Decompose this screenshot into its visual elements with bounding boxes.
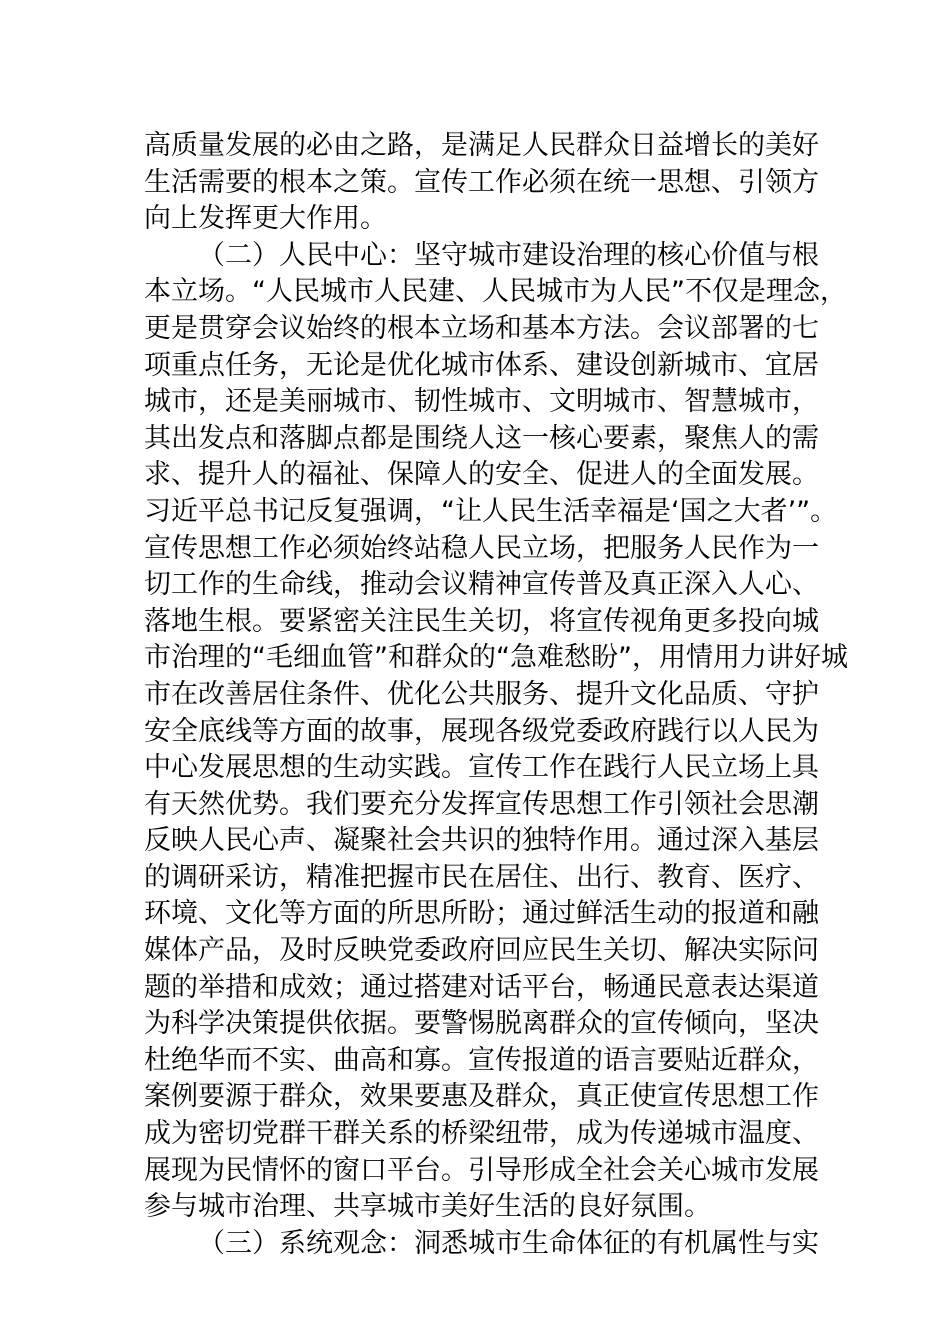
text-line: 宣传思想工作必须始终站稳人民立场，把服务人民作为一 <box>144 532 819 564</box>
text-line: 中心发展思想的生动实践。宣传工作在践行人民立场上具 <box>144 752 819 784</box>
text-line: 习近平总书记反复强调，“让人民生活幸福是‘国之大者’”。 <box>144 495 838 527</box>
text-line: 为科学决策提供依据。要警惕脱离群众的宣传倾向，坚决 <box>144 1008 819 1040</box>
text-line: 成为密切党群干群关系的桥梁纽带，成为传递城市温度、 <box>144 1118 819 1150</box>
text-line: 媒体产品，及时反映党委政府回应民生关切、解决实际问 <box>144 935 819 967</box>
section-heading-line: （二）人民中心：坚守城市建设治理的核心价值与根 <box>198 239 819 271</box>
text-line: 参与城市治理、共享城市美好生活的良好氛围。 <box>144 1191 711 1223</box>
text-line: 的调研采访，精准把握市民在居住、出行、教育、医疗、 <box>144 861 819 893</box>
text-line: 城市，还是美丽城市、韧性城市、文明城市、智慧城市， <box>144 386 819 418</box>
text-line: 市在改善居住条件、优化公共服务、提升文化品质、守护 <box>144 678 819 710</box>
text-line: 求、提升人的福祉、保障人的安全、促进人的全面发展。 <box>144 459 819 491</box>
text-line: 环境、文化等方面的所思所盼；通过鲜活生动的报道和融 <box>144 898 819 930</box>
text-line: 高质量发展的必由之路，是满足人民群众日益增长的美好 <box>144 130 819 161</box>
text-line: 生活需要的根本之策。宣传工作必须在统一思想、引领方 <box>144 166 819 198</box>
text-line: 案例要源于群众，效果要惠及群众，真正使宣传思想工作 <box>144 1081 819 1113</box>
text-line: 市治理的“毛细血管”和群众的“急难愁盼”，用情用力讲好城 <box>144 642 848 674</box>
text-line: 更是贯穿会议始终的根本立场和基本方法。会议部署的七 <box>144 312 819 344</box>
text-line: 本立场。“人民城市人民建、人民城市为人民”不仅是理念， <box>144 276 847 308</box>
text-line: 项重点任务，无论是优化城市体系、建设创新城市、宜居 <box>144 349 819 381</box>
text-line: 展现为民情怀的窗口平台。引导形成全社会关心城市发展 <box>144 1154 819 1186</box>
text-line: 杜绝华而不实、曲高和寡。宣传报道的语言要贴近群众， <box>144 1044 819 1076</box>
text-line: 向上发挥更大作用。 <box>144 203 387 235</box>
body-text <box>144 128 848 1262</box>
text-line: 反映人民心声、凝聚社会共识的独特作用。通过深入基层 <box>144 825 819 857</box>
text-line: 有天然优势。我们要充分发挥宣传思想工作引领社会思潮 <box>144 788 819 820</box>
section-heading-line: （三）系统观念：洞悉城市生命体征的有机属性与实 <box>198 1227 819 1259</box>
text-line: 题的举措和成效；通过搭建对话平台，畅通民意表达渠道 <box>144 971 819 1003</box>
text-line: 其出发点和落脚点都是围绕人这一核心要素，聚焦人的需 <box>144 422 819 454</box>
text-line: 切工作的生命线，推动会议精神宣传普及真正深入人心、 <box>144 569 819 601</box>
text-line: 安全底线等方面的故事，展现各级党委政府践行以人民为 <box>144 715 819 747</box>
text-line: 落地生根。要紧密关注民生关切，将宣传视角更多投向城 <box>144 605 819 637</box>
